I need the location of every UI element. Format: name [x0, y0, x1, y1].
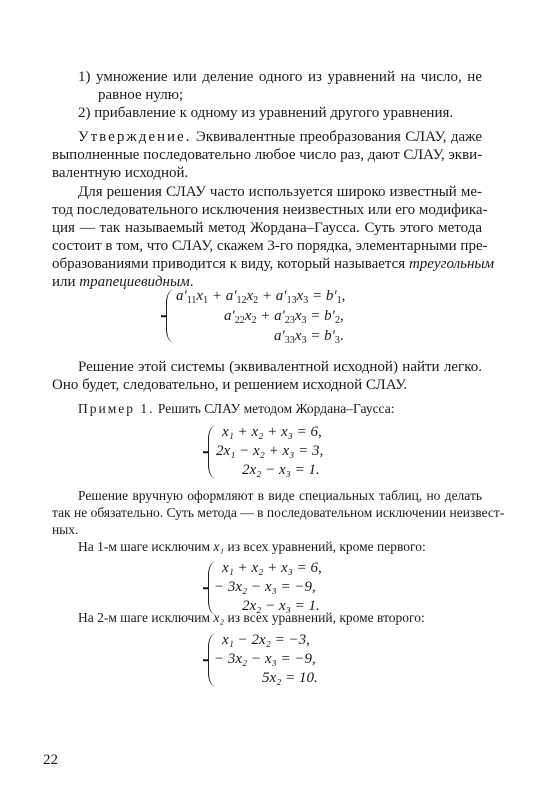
para3-line-3: ных.: [52, 522, 79, 537]
system-1-row-3: 2x₂ − x₃ = 1.: [242, 462, 320, 478]
step-1-text: На 1-м шаге исключим x₁ из всех уравнений, кроме первого:: [78, 539, 426, 554]
para1-line-5: [52, 255, 495, 273]
para2-line-1: Решение этой системы (эквивалентной исходной) найти легко.: [78, 359, 482, 375]
triangular-row-3: $a'_{33}x_3 = b'_3$.: [274, 328, 344, 346]
step-2-variable: x₂: [213, 610, 225, 625]
example-label: Пример 1.: [78, 401, 155, 416]
system-1-row-1: x₁ + x₂ + x₃ = 6,: [222, 424, 322, 440]
para1-line-4: состоит в том, что СЛАУ, скажем 3-го порядка, элементарными пре-: [52, 238, 488, 254]
system-2-row-1: x₁ + x₂ + x₃ = 6,: [222, 560, 322, 576]
triangular-system: [166, 287, 366, 345]
example-text: Решить СЛАУ методом Жордана–Гаусса:: [157, 401, 395, 416]
statement-line-1-text: Эквивалентные преобразования СЛАУ, даже: [195, 129, 482, 145]
system-brace: [166, 289, 175, 343]
para3-line-2: так не обязательно. Суть метода — в последовательном исключении неизвест-: [52, 505, 505, 520]
para3-line-1: Решение вручную оформляют в виде специальных таблиц, но делать: [78, 488, 482, 503]
system-1: [208, 423, 338, 481]
step-2-text: На 2-м шаге исключим x₂ из всех уравнений, кроме второго:: [78, 610, 425, 625]
system-3-row-3: 5x₂ = 10.: [262, 670, 318, 686]
term-triangular: треугольным: [408, 256, 495, 272]
para1-line-6: или трапециевидным.: [52, 274, 194, 290]
system-2-row-2: − 3x₂ − x₃ = −9,: [214, 579, 316, 595]
system-3: [208, 631, 338, 689]
system-1-row-2: 2x₁ − x₂ + x₃ = 3,: [216, 443, 324, 459]
triangular-row-1: $a'_{11}x_1 + a'_{12}x_2 + a'_{13}x_3 = b'_1$,: [176, 288, 346, 306]
list-item-1-line-2: равное нулю;: [98, 87, 184, 103]
list-item-2: 2) прибавление к одному из уравнений другого уравнения.: [78, 105, 454, 121]
page-number: 22: [43, 752, 58, 768]
para2-line-2: Оно будет, следовательно, и решением исходной СЛАУ.: [52, 377, 408, 393]
triangular-row-2: $a'_{22}x_2 + a'_{23}x_3 = b'_2$,: [224, 308, 344, 326]
system-3-row-2: − 3x₂ − x₃ = −9,: [214, 651, 316, 667]
para1-line-5-text: образованиями приводится к виду, который называется: [52, 256, 406, 272]
statement-label: Утверждение.: [78, 129, 192, 145]
example-heading: [78, 400, 394, 418]
term-trapezoidal: трапециевидным: [79, 274, 190, 290]
para1-line-1: Для решения СЛАУ часто используется широко известный ме-: [78, 184, 482, 200]
para1-line-2: тод последовательного исключения неизвестных или его модифика-: [52, 202, 488, 218]
list-item-1-line-1: 1) умножение или деление одного из уравнений на число, не: [78, 69, 482, 85]
step-1-variable: x₁: [213, 539, 225, 554]
para1-line-6-text: или: [52, 274, 76, 290]
statement-line-2: выполненные последовательно любое число раз, дают СЛАУ, экви-: [52, 147, 483, 163]
statement-line-1: [78, 128, 482, 146]
system-2-row-3: 2x₂ − x₃ = 1.: [242, 598, 320, 614]
statement-line-3: валентную исходной.: [52, 165, 189, 181]
system-3-row-1: x₁ − 2x₂ = −3,: [222, 632, 310, 648]
para1-line-3: ция — так называемый метод Жордана–Гаусса. Суть этого метода: [52, 220, 482, 236]
